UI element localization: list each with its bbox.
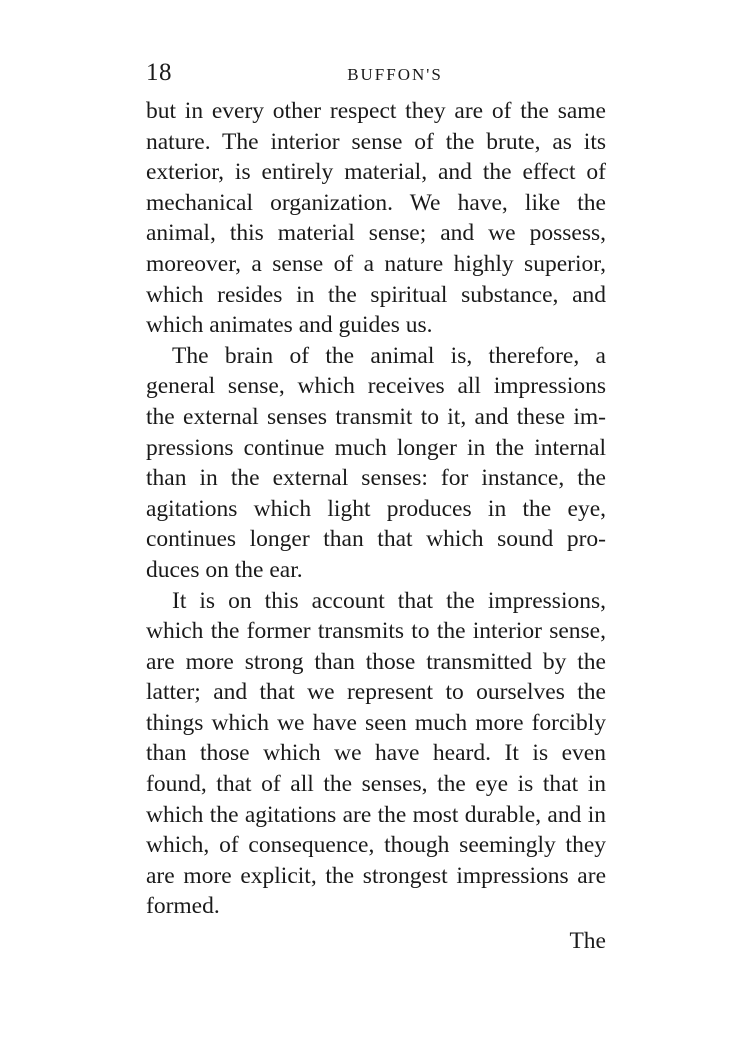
- text-line: are more strong than those transmitted by the: [146, 648, 606, 675]
- text-line: which the former transmits to the interior sense,: [146, 618, 606, 645]
- text-line: The brain of the animal is, therefore, a: [172, 342, 606, 369]
- text-line: pressions continue much longer in the internal: [146, 434, 606, 461]
- paragraph-1: [146, 96, 606, 341]
- running-head: [146, 58, 606, 92]
- text-line: the external senses transmit to it, and these im-: [146, 403, 606, 430]
- page-number: 18: [146, 59, 172, 86]
- text-line: moreover, a sense of a nature highly superior,: [146, 250, 606, 277]
- text-line: duces on the ear.: [146, 556, 303, 583]
- text-line: found, that of all the senses, the eye is that in: [146, 771, 606, 798]
- text-line: things which we have seen much more forcibly: [146, 709, 606, 736]
- text-line: It is on this account that the impressions,: [172, 587, 606, 614]
- text-line: than those which we have heard. It is even: [146, 740, 606, 767]
- text-line: general sense, which receives all impressions: [146, 373, 606, 400]
- text-line: but in every other respect they are of the same: [146, 98, 606, 124]
- text-line: which, of consequence, though seemingly they: [146, 832, 606, 859]
- text-line: continues longer than that which sound pro-: [146, 526, 606, 553]
- paragraph-2: [146, 341, 606, 586]
- text-line: exterior, is entirely material, and the effect of: [146, 159, 606, 186]
- text-line: are more explicit, the strongest impressions are: [146, 862, 606, 889]
- catchword: The: [569, 928, 606, 954]
- text-line: than in the external senses: for instance, the: [146, 465, 606, 492]
- text-line: which the agitations are the most durable, and in: [146, 801, 606, 828]
- text-line: which animates and guides us.: [146, 312, 433, 339]
- text-line: agitations which light produces in the eye,: [146, 495, 606, 522]
- paragraph-3: [146, 586, 606, 923]
- text-line: formed.: [146, 893, 220, 920]
- text-line: which resides in the spiritual substance, and: [146, 281, 606, 308]
- text-line: mechanical organization. We have, like the: [146, 189, 606, 216]
- running-title: BUFFON'S: [347, 65, 443, 84]
- body-text: [146, 96, 606, 922]
- text-line: latter; and that we represent to ourselves the: [146, 679, 606, 706]
- text-line: nature. The interior sense of the brute, as its: [146, 128, 606, 155]
- text-line: animal, this material sense; and we possess,: [146, 220, 606, 247]
